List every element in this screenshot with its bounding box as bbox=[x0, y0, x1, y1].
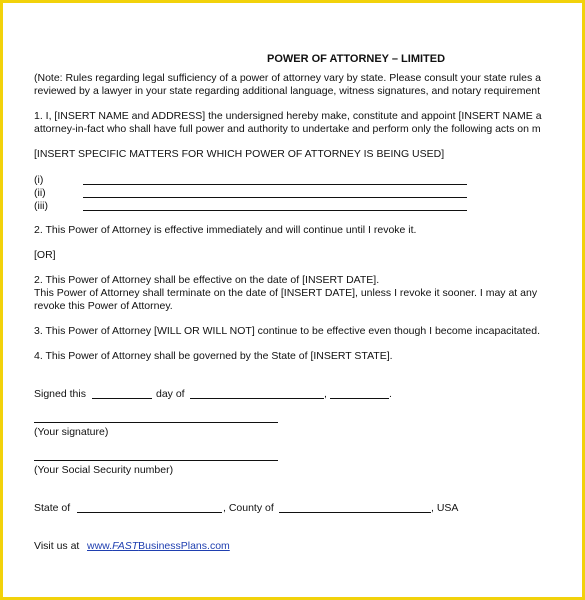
website-link-domain: BusinessPlans.com bbox=[138, 540, 230, 552]
state-blank bbox=[77, 512, 222, 513]
website-link-www: www. bbox=[87, 540, 113, 552]
item-iii-blank-line bbox=[83, 210, 467, 211]
paragraph-2a: 2. This Power of Attorney is effective immediately and will continue until I revoke it. bbox=[34, 224, 417, 236]
county-of-label: , County of bbox=[223, 502, 274, 514]
paragraph-3: 3. This Power of Attorney [WILL OR WILL NOT] continue to be effective even though I become incapacitated. bbox=[34, 325, 541, 337]
document-page bbox=[3, 3, 585, 600]
signed-this-label: Signed this bbox=[34, 388, 86, 400]
day-of-label: day of bbox=[156, 388, 185, 400]
signed-month-blank bbox=[190, 398, 324, 399]
document-title: POWER OF ATTORNEY – LIMITED bbox=[267, 53, 446, 65]
paragraph-1-line-1: 1. I, [INSERT NAME and ADDRESS] the undersigned hereby make, constitute and appoint [INSERT NAME a bbox=[34, 110, 542, 122]
signed-comma: , bbox=[324, 388, 327, 400]
paragraph-2b-line-1: 2. This Power of Attorney shall be effective on the date of [INSERT DATE]. bbox=[34, 274, 380, 286]
item-ii-label: (ii) bbox=[34, 187, 46, 199]
usa-label: , USA bbox=[431, 502, 459, 514]
signature-line bbox=[34, 422, 278, 423]
website-link[interactable] bbox=[87, 540, 230, 553]
note-line-1: (Note: Rules regarding legal sufficiency of a power of attorney vary by state. Please consult your state rules a bbox=[34, 72, 541, 84]
visit-us-label: Visit us at bbox=[34, 540, 80, 552]
state-of-label: State of bbox=[34, 502, 71, 514]
item-iii-label: (iii) bbox=[34, 200, 48, 212]
note-line-2: reviewed by a lawyer in your state regarding additional language, witness signatures, and notary requirement bbox=[34, 85, 541, 97]
paragraph-4: 4. This Power of Attorney shall be governed by the State of [INSERT STATE]. bbox=[34, 350, 393, 362]
your-ssn-label: (Your Social Security number) bbox=[34, 464, 174, 476]
county-blank bbox=[279, 512, 431, 513]
signed-year-blank bbox=[330, 398, 389, 399]
specific-matters-placeholder: [INSERT SPECIFIC MATTERS FOR WHICH POWER OF ATTORNEY IS BEING USED] bbox=[34, 148, 445, 160]
your-signature-label: (Your signature) bbox=[34, 426, 109, 438]
paragraph-2b-line-3: revoke this Power of Attorney. bbox=[34, 300, 173, 312]
item-i-label: (i) bbox=[34, 174, 44, 186]
signed-day-blank bbox=[92, 398, 152, 399]
ssn-line bbox=[34, 460, 278, 461]
paragraph-2b-line-2: This Power of Attorney shall terminate on the date of [INSERT DATE], unless I revoke it sooner. I may at any bbox=[34, 287, 538, 299]
or-separator: [OR] bbox=[34, 249, 56, 261]
paragraph-1-line-2: attorney-in-fact who shall have full power and authority to undertake and perform only the following acts on m bbox=[34, 123, 541, 135]
item-ii-blank-line bbox=[83, 197, 467, 198]
signed-period: . bbox=[389, 388, 392, 400]
website-link-fast: FAST bbox=[112, 540, 139, 552]
item-i-blank-line bbox=[83, 184, 467, 185]
